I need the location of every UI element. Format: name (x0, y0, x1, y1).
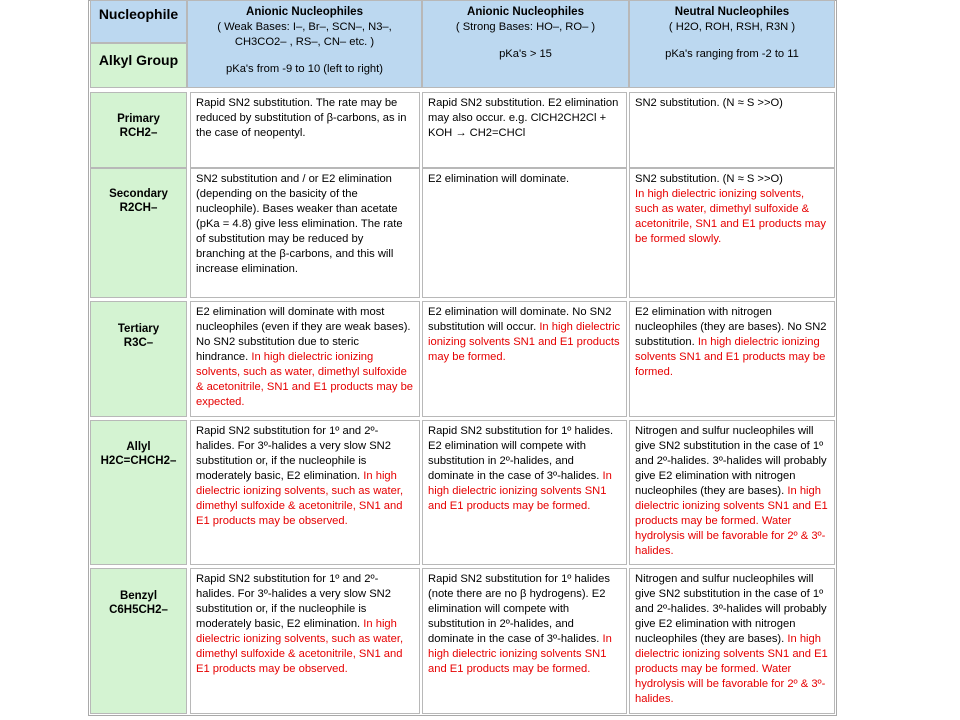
cell-text: Rapid SN2 substitution for 1º and 2º-halides. For 3º-halides a very slow SN2 substitution or, if the nucleophile is moderately basic, E2 elimination. (196, 573, 391, 630)
allyl-strong-cell (422, 420, 627, 565)
secondary-strong-cell (422, 168, 627, 298)
row-label-tertiary (90, 301, 187, 417)
cell-text: Nitrogen and sulfur nucleophiles will give SN2 substitution in the case of 1º and 2º-halides. 3º-halides will probably give E2 elimination with nitrogen nucleophiles (they are bases). (635, 573, 827, 645)
alkyl-formula: R2CH– (119, 202, 158, 214)
cell-text: Rapid SN2 substitution. The rate may be reduced by substitution of β-carbons, as in the case of neopentyl. (196, 97, 407, 139)
benzyl-strong-cell (422, 568, 627, 714)
neutral-header (629, 0, 835, 88)
nucleophile-header (90, 0, 187, 43)
alkyl-formula: RCH2– (119, 127, 158, 139)
cell-text-red: In high dielectric ionizing solvents, such as water, dimethyl sulfoxide & acetonitrile, SN1 and E1 products may be expected. (196, 351, 414, 408)
benzyl-weak-cell (190, 568, 420, 714)
cell-text: Nitrogen and sulfur nucleophiles will give SN2 substitution in the case of 1º and 2º-halides. 3º-halides will probably give E2 elimination with nitrogen nucleophiles (they are bases). (635, 425, 827, 497)
neutral-pka: pKa's ranging from -2 to 11 (665, 48, 799, 60)
anionic-strong-header (422, 0, 629, 88)
alkyl-formula: H2C=CHCH2– (100, 455, 177, 467)
allyl-neutral-cell (629, 420, 835, 565)
benzyl-neutral-cell (629, 568, 835, 714)
cell-text-red: In high dielectric ionizing solvents SN1 and E1 products may be formed. (635, 336, 826, 378)
cell-text: SN2 substitution and / or E2 elimination (depending on the basicity of the nucleophile). Bases weaker than acetate (pKa = 4.8) give less elimination. The rate of substitution may be reduced by branching at the β-carbons, and this will increase elimination. (196, 173, 403, 275)
secondary-weak-cell (190, 168, 420, 298)
anionic-strong-pka: pKa's > 15 (499, 48, 552, 60)
cell-text-red: In high dielectric ionizing solvents, such as water, dimethyl sulfoxide & acetonitrile, SN1 and E1 products may be observed. (196, 618, 404, 675)
primary-neutral-cell (629, 92, 835, 168)
allyl-weak-cell (190, 420, 420, 565)
anionic-strong-title: Anionic Nucleophiles (467, 6, 584, 18)
alkyl-name: Tertiary (117, 323, 160, 335)
cell-text: E2 elimination will dominate. (428, 173, 570, 185)
alkyl-group-label: Alkyl Group (98, 52, 179, 68)
cell-text-red: In high dielectric ionizing solvents, such as water, dimethyl sulfoxide & acetonitrile, SN1 and E1 products may be formed slowly. (635, 188, 826, 245)
alkyl-name: Primary (117, 113, 160, 125)
neutral-line1: ( H2O, ROH, RSH, R3N ) (668, 21, 796, 33)
anionic-strong-line1: ( Strong Bases: HO–, RO– ) (455, 21, 596, 33)
cell-text-red: In high dielectric ionizing solvents SN1 and E1 products may be formed. (428, 321, 621, 363)
alkyl-formula: R3C– (123, 337, 154, 349)
cell-text: SN2 substitution. (N ≈ S >>O) (635, 97, 783, 109)
alkyl-name: Allyl (126, 441, 151, 453)
cell-text-red: In high dielectric ionizing solvents SN1 and E1 products may be formed. (428, 470, 612, 512)
row-label-primary (90, 92, 187, 168)
anionic-weak-title: Anionic Nucleophiles (246, 6, 363, 18)
alkyl-name: Secondary (109, 188, 168, 200)
nucleophile-label: Nucleophile (98, 6, 179, 22)
anionic-weak-header (187, 0, 422, 88)
cell-text-red: In high dielectric ionizing solvents, such as water, dimethyl sulfoxide & acetonitrile, SN1 and E1 products may be observed. (196, 470, 404, 527)
cell-text: E2 elimination with nitrogen nucleophiles (they are bases). No SN2 substitution. (635, 306, 827, 348)
alkyl-name: Benzyl (119, 590, 158, 602)
alkyl-formula: C6H5CH2– (109, 604, 168, 616)
cell-text: Rapid SN2 substitution. E2 elimination may also occur. e.g. ClCH2CH2Cl + KOH → CH2=CHCl (428, 97, 619, 139)
anionic-weak-pka: pKa's from -9 to 10 (left to right) (226, 63, 383, 75)
cell-text: Rapid SN2 substitution for 1º and 2º-halides. For 3º-halides a very slow SN2 substitution or, if the nucleophile is moderately basic, E2 elimination. (196, 425, 391, 482)
cell-text: Rapid SN2 substitution for 1º halides (note there are no β hydrogens). E2 elimination will compete with substitution in 2º-halides, and dominate in the case of 3º-halides. (428, 573, 610, 645)
tertiary-neutral-cell (629, 301, 835, 417)
cell-text-red: In high dielectric ionizing solvents SN1 and E1 products may be formed. Water hydrolysis will be favorable for 2º & 3º-halides. (635, 633, 828, 705)
row-label-benzyl (90, 568, 187, 714)
alkyl-group-header (90, 43, 187, 88)
anionic-weak-line1: ( Weak Bases: I–, Br–, SCN–, N3–, (217, 21, 392, 33)
neutral-title: Neutral Nucleophiles (674, 6, 790, 18)
row-label-secondary (90, 168, 187, 298)
secondary-neutral-cell (629, 168, 835, 298)
anionic-weak-line2: CH3CO2– , RS–, CN– etc. ) (234, 36, 375, 48)
cell-text: Rapid SN2 substitution for 1º halides. E2 elimination will compete with substitution in 2º-halides, and dominate in the case of 3º-halides. (428, 425, 614, 482)
cell-text-red: In high dielectric ionizing solvents SN1 and E1 products may be formed. Water hydrolysis will be favorable for 2º & 3º-halides. (635, 485, 828, 557)
row-label-allyl (90, 420, 187, 565)
tertiary-strong-cell (422, 301, 627, 417)
cell-text-red: In high dielectric ionizing solvents SN1 and E1 products may be formed. (428, 633, 612, 675)
primary-strong-cell (422, 92, 627, 168)
cell-text: SN2 substitution. (N ≈ S >>O) (635, 173, 783, 185)
cell-text: E2 elimination will dominate with most nucleophiles (even if they are weak bases). No SN2 substitution due to steric hindrance. (196, 306, 411, 363)
primary-weak-cell (190, 92, 420, 168)
tertiary-weak-cell (190, 301, 420, 417)
cell-text: E2 elimination will dominate. No SN2 substitution will occur. (428, 306, 612, 333)
